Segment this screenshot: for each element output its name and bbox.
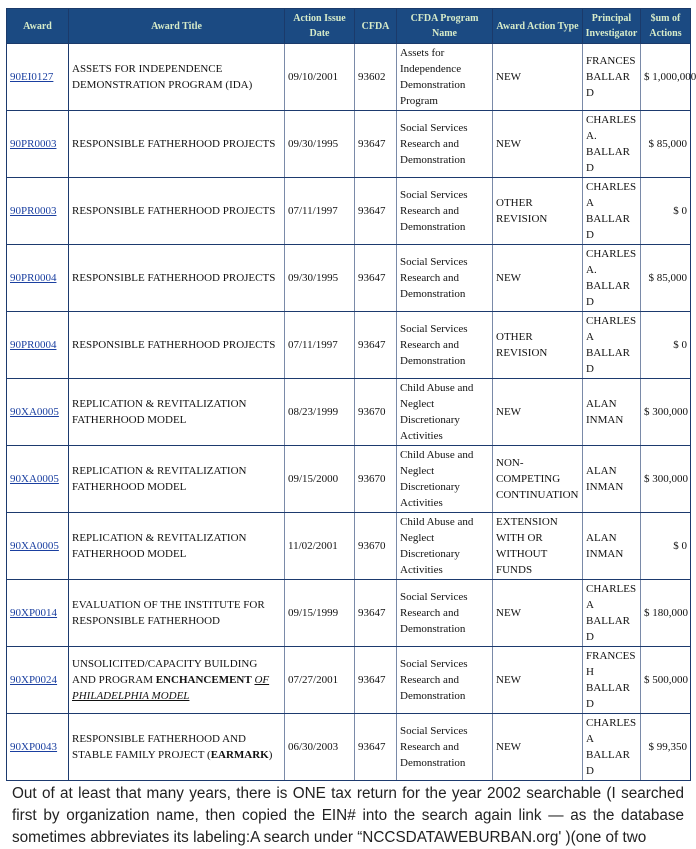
sum-of-actions-cell: $ 0 — [641, 312, 691, 379]
award-action-type-cell: OTHER REVISION — [493, 312, 583, 379]
award-cell — [7, 111, 69, 178]
sum-of-actions-cell: $ 0 — [641, 513, 691, 580]
table-row — [7, 580, 691, 647]
cfda-cell: 93647 — [355, 111, 397, 178]
award-action-type-cell: NEW — [493, 580, 583, 647]
award-action-type-cell: NEW — [493, 647, 583, 714]
sum-of-actions-cell: $ 180,000 — [641, 580, 691, 647]
award-cell — [7, 580, 69, 647]
sum-of-actions-cell: $ 85,000 — [641, 111, 691, 178]
award-cell — [7, 245, 69, 312]
title-text: UNSOLICITED/CAPACITY BUILDING AND PROGRAM — [72, 658, 258, 686]
sum-of-actions-cell: $ 500,000 — [641, 647, 691, 714]
cfda-cell: 93670 — [355, 446, 397, 513]
cfda-program-name-cell: Social Services Research and Demonstration — [397, 312, 493, 379]
cfda-program-name-cell: Child Abuse and Neglect Discretionary Activities — [397, 513, 493, 580]
body-paragraph: Out of at least that many years, there is ONE tax return for the year 2002 searchable (I searched first by organization name, then copied the EIN# into the search again link — as the database sometimes abbreviates its labeling:A search under “NCCSDATAWEBURBAN.org' )(one of two — [12, 785, 684, 846]
action-issue-date-cell: 07/11/1997 — [285, 178, 355, 245]
award-link[interactable]: 90XA0005 — [10, 473, 59, 485]
action-issue-date-cell: 09/30/1995 — [285, 111, 355, 178]
table-header-row — [7, 9, 691, 44]
award-link[interactable]: 90XA0005 — [10, 540, 59, 552]
cfda-program-name-cell: Child Abuse and Neglect Discretionary Activities — [397, 379, 493, 446]
award-cell — [7, 513, 69, 580]
award-title-cell — [69, 714, 285, 781]
award-link[interactable]: 90XA0005 — [10, 406, 59, 418]
award-action-type-cell: NEW — [493, 111, 583, 178]
table-row — [7, 178, 691, 245]
sum-of-actions-cell: $ 99,350 — [641, 714, 691, 781]
award-cell — [7, 714, 69, 781]
action-issue-date-cell: 09/30/1995 — [285, 245, 355, 312]
cfda-program-name-cell: Social Services Research and Demonstration — [397, 580, 493, 647]
awards-table-container — [6, 8, 696, 781]
cfda-program-name-cell: Social Services Research and Demonstration — [397, 178, 493, 245]
principal-investigator-cell: CHARLES A BALLARD — [583, 312, 641, 379]
award-action-type-cell: NON-COMPETING CONTINUATION — [493, 446, 583, 513]
award-title-cell: REPLICATION & REVITALIZATION FATHERHOOD MODEL — [69, 513, 285, 580]
cfda-cell: 93670 — [355, 379, 397, 446]
cfda-program-name-cell: Assets for Independence Demonstration Program — [397, 44, 493, 111]
award-link[interactable]: 90PR0004 — [10, 272, 57, 284]
action-issue-date-cell: 07/11/1997 — [285, 312, 355, 379]
header-award-action-type[interactable]: Award Action Type — [493, 9, 583, 44]
award-link[interactable]: 90PR0004 — [10, 339, 57, 351]
title-text: RESPONSIBLE FATHERHOOD AND STABLE FAMILY PROJECT ( — [72, 733, 246, 761]
header-award-title[interactable]: Award Title — [69, 9, 285, 44]
header-award[interactable]: Award — [7, 9, 69, 44]
title-end-text: ) — [268, 749, 273, 761]
award-link[interactable]: 90XP0043 — [10, 741, 58, 753]
cfda-cell: 93647 — [355, 714, 397, 781]
award-cell — [7, 379, 69, 446]
principal-investigator-cell: CHARLES A BALLARD — [583, 714, 641, 781]
award-action-type-cell: NEW — [493, 379, 583, 446]
award-cell — [7, 44, 69, 111]
principal-investigator-cell: ALAN INMAN — [583, 379, 641, 446]
principal-investigator-cell: FRANCES H BALLARD — [583, 647, 641, 714]
awards-table — [6, 8, 696, 781]
principal-investigator-cell: CHARLES A BALLARD — [583, 580, 641, 647]
award-link[interactable]: 90PR0003 — [10, 205, 57, 217]
award-action-type-cell: NEW — [493, 44, 583, 111]
sum-of-actions-cell: $ 300,000 — [641, 446, 691, 513]
cfda-program-name-cell: Social Services Research and Demonstration — [397, 111, 493, 178]
award-title-cell: RESPONSIBLE FATHERHOOD PROJECTS — [69, 312, 285, 379]
award-action-type-cell: EXTENSION WITH OR WITHOUT FUNDS — [493, 513, 583, 580]
action-issue-date-cell: 07/27/2001 — [285, 647, 355, 714]
principal-investigator-cell: FRANCES BALLARD — [583, 44, 641, 111]
table-row — [7, 312, 691, 379]
award-title-cell: RESPONSIBLE FATHERHOOD PROJECTS — [69, 111, 285, 178]
award-title-cell — [69, 647, 285, 714]
award-cell — [7, 312, 69, 379]
title-italic-text: OF PHILADELPHIA MODEL — [72, 674, 270, 702]
cfda-cell: 93647 — [355, 647, 397, 714]
action-issue-date-cell: 06/30/2003 — [285, 714, 355, 781]
award-link[interactable]: 90PR0003 — [10, 138, 57, 150]
cfda-cell: 93647 — [355, 178, 397, 245]
award-title-cell: EVALUATION OF THE INSTITUTE FOR RESPONSIBLE FATHERHOOD — [69, 580, 285, 647]
cfda-cell: 93647 — [355, 580, 397, 647]
sum-of-actions-cell: $ 85,000 — [641, 245, 691, 312]
cfda-program-name-cell: Social Services Research and Demonstration — [397, 245, 493, 312]
award-title-cell: REPLICATION & REVITALIZATION FATHERHOOD MODEL — [69, 446, 285, 513]
header-action-issue-date[interactable]: Action Issue Date — [285, 9, 355, 44]
title-bold-text: ENCHANCEMENT — [155, 674, 252, 686]
cfda-cell: 93647 — [355, 245, 397, 312]
title-bold-text: EARMARK — [210, 749, 269, 761]
award-title-cell: RESPONSIBLE FATHERHOOD PROJECTS — [69, 178, 285, 245]
principal-investigator-cell: ALAN INMAN — [583, 513, 641, 580]
award-cell — [7, 178, 69, 245]
cfda-cell: 93602 — [355, 44, 397, 111]
award-title-cell: REPLICATION & REVITALIZATION FATHERHOOD MODEL — [69, 379, 285, 446]
principal-investigator-cell: ALAN INMAN — [583, 446, 641, 513]
principal-investigator-cell: CHARLES A. BALLARD — [583, 111, 641, 178]
cfda-cell: 93670 — [355, 513, 397, 580]
table-row — [7, 44, 691, 111]
action-issue-date-cell: 09/10/2001 — [285, 44, 355, 111]
award-action-type-cell: NEW — [493, 245, 583, 312]
header-sum-of-actions[interactable]: $um of Actions — [641, 9, 691, 44]
award-link[interactable]: 90XP0014 — [10, 607, 58, 619]
sum-of-actions-cell: $ 1,000,000 — [641, 44, 691, 111]
award-action-type-cell: OTHER REVISION — [493, 178, 583, 245]
sum-of-actions-cell: $ 300,000 — [641, 379, 691, 446]
award-title-cell: ASSETS FOR INDEPENDENCE DEMONSTRATION PROGRAM (IDA) — [69, 44, 285, 111]
cfda-program-name-cell: Social Services Research and Demonstration — [397, 647, 493, 714]
award-cell — [7, 446, 69, 513]
table-row — [7, 513, 691, 580]
principal-investigator-cell: CHARLES A BALLARD — [583, 178, 641, 245]
table-row — [7, 714, 691, 781]
table-row — [7, 245, 691, 312]
award-link[interactable]: 90EI0127 — [10, 71, 54, 83]
cfda-cell: 93647 — [355, 312, 397, 379]
award-cell — [7, 647, 69, 714]
header-cfda[interactable]: CFDA — [355, 9, 397, 44]
award-action-type-cell: NEW — [493, 714, 583, 781]
cfda-program-name-cell: Social Services Research and Demonstration — [397, 714, 493, 781]
header-principal-investigator[interactable]: Principal Investigator — [583, 9, 641, 44]
action-issue-date-cell: 08/23/1999 — [285, 379, 355, 446]
table-row — [7, 111, 691, 178]
table-row — [7, 379, 691, 446]
action-issue-date-cell: 09/15/1999 — [285, 580, 355, 647]
header-cfda-program-name[interactable]: CFDA Program Name — [397, 9, 493, 44]
award-link[interactable]: 90XP0024 — [10, 674, 58, 686]
principal-investigator-cell: CHARLES A. BALLARD — [583, 245, 641, 312]
table-row — [7, 647, 691, 714]
cfda-program-name-cell: Child Abuse and Neglect Discretionary Activities — [397, 446, 493, 513]
action-issue-date-cell: 09/15/2000 — [285, 446, 355, 513]
award-title-cell: RESPONSIBLE FATHERHOOD PROJECTS — [69, 245, 285, 312]
sum-of-actions-cell: $ 0 — [641, 178, 691, 245]
action-issue-date-cell: 11/02/2001 — [285, 513, 355, 580]
table-row — [7, 446, 691, 513]
